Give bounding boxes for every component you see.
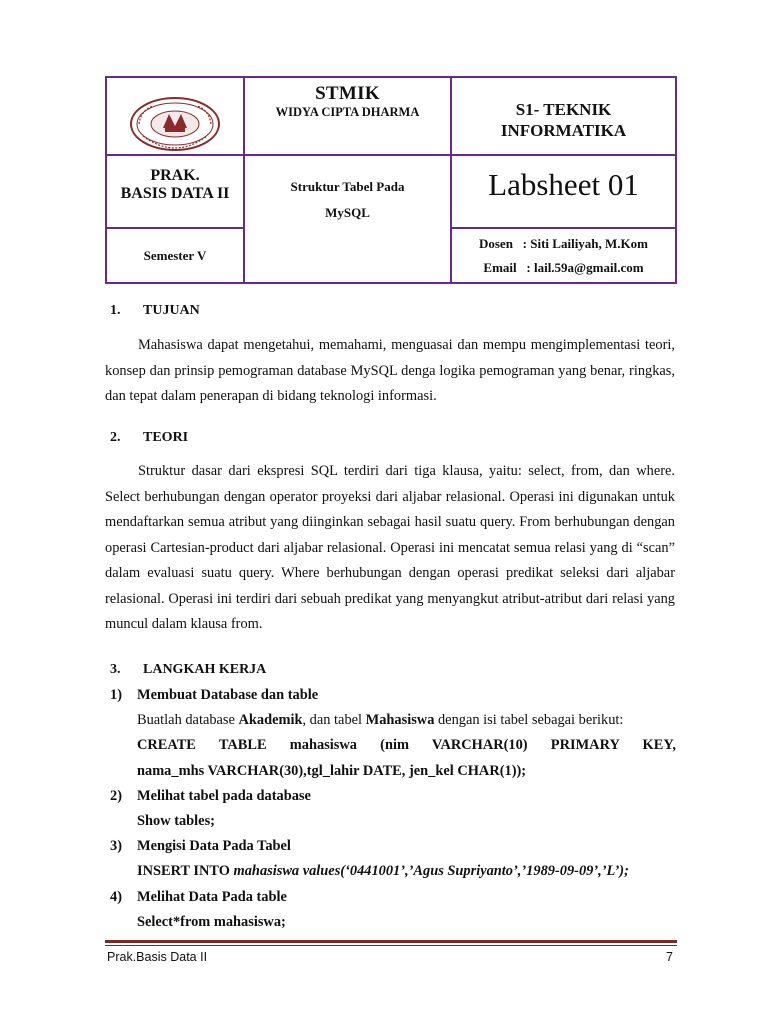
course-line1: PRAK.	[150, 166, 200, 184]
labsheet-title: Labsheet 01	[488, 166, 639, 202]
section-number: 2.	[110, 430, 121, 445]
course-line2: BASIS DATA II	[120, 184, 230, 202]
topic-cell	[245, 156, 450, 226]
section-title: TEORI	[143, 430, 189, 445]
semester-cell	[107, 229, 243, 282]
create-table-line2: nama_mhs VARCHAR(30),tgl_lahir DATE, jen_kel CHAR(1));	[137, 763, 527, 779]
institution-cell	[245, 78, 450, 154]
database-name: Akademik	[238, 712, 303, 728]
step-title: Mengisi Data Pada Tabel	[137, 838, 291, 854]
intro-text: , dan tabel	[302, 712, 366, 728]
labsheet-cell	[452, 156, 675, 227]
insert-values: mahasiswa values(‘0441001’,’Agus Supriyanto’,’1989-09-09’,’L’);	[233, 863, 629, 879]
select-command: Select*from mahasiswa;	[137, 914, 286, 930]
step-number: 4)	[110, 889, 122, 905]
insert-keyword: INSERT INTO	[137, 863, 234, 879]
section-title: LANGKAH KERJA	[143, 662, 267, 677]
lecturer-cell	[452, 229, 675, 282]
stmik-logo	[129, 96, 221, 152]
lecturer-email: Email : lail.59a@gmail.com	[483, 259, 644, 275]
step-title: Membuat Database dan table	[137, 687, 319, 703]
table-border-right	[675, 76, 677, 284]
course-cell	[107, 156, 243, 227]
step-title: Melihat tabel pada database	[137, 788, 311, 804]
institution-full: WIDYA CIPTA DHARMA	[275, 105, 420, 119]
section-number: 3.	[110, 662, 121, 677]
step-1-intro	[137, 712, 623, 729]
footer-course: Prak.Basis Data II	[107, 950, 208, 964]
footer-rule-thick	[105, 940, 677, 943]
semester: Semester V	[143, 247, 207, 263]
table-name: Mahasiswa	[365, 712, 435, 728]
section-number: 1.	[110, 303, 121, 318]
step-title: Melihat Data Pada table	[137, 889, 287, 905]
insert-command	[137, 863, 676, 880]
show-tables-command: Show tables;	[137, 813, 215, 829]
program-cell	[452, 78, 675, 154]
create-table-line1: CREATE TABLE mahasiswa (nim VARCHAR(10) PRIMARY KEY,	[137, 737, 676, 753]
topic-line2: MySQL	[325, 205, 370, 220]
table-border-bottom	[105, 282, 677, 284]
institution-short: STMIK	[315, 83, 380, 104]
section-title: TUJUAN	[143, 303, 200, 318]
lecturer-name: Dosen : Siti Lailiyah, M.Kom	[478, 235, 648, 251]
page-number: 7	[666, 950, 673, 964]
header-table	[105, 76, 677, 284]
intro-text: dengan isi tabel sebagai berikut:	[434, 712, 624, 728]
step-number: 3)	[110, 838, 122, 854]
topic-line1: Struktur Tabel Pada	[290, 179, 405, 194]
step-number: 1)	[110, 687, 122, 703]
step-number: 2)	[110, 788, 122, 804]
intro-text: Buatlah database	[137, 712, 239, 728]
program-name: S1- TEKNIK INFORMATIKA	[500, 100, 627, 140]
section-teori-body: Struktur dasar dari ekspresi SQL terdiri dari tiga klausa, yaitu: select, from, dan where. Select berhubungan dengan operator proyeksi dari aljabar relasional. Operasi ini digunakan untuk mendaftarkan semua atribut yang diinginkan sebagai hasil suatu query. From berhubungan dengan operasi Cartesian-product dari aljabar relasional. Operasi ini mencatat semua relasi yang di “scan” dalam evaluasi suatu query. Where berhubungan dengan operasi predikat seleksi dari aljabar relasional. Operasi ini terdiri dari sebuah predikat yang menyangkut atribut-atribut dari relasi yang muncul dalam klausa from.	[105, 463, 675, 632]
footer-rule-thin	[105, 945, 677, 946]
section-tujuan-body: Mahasiswa dapat mengetahui, memahami, menguasai dan mempu mengimplementasi teori, konsep dan prinsip pemograman database MySQL denga logika pemograman yang benar, ringkas, dan tepat dalam penerapan di bidang teknologi informasi.	[105, 337, 675, 404]
